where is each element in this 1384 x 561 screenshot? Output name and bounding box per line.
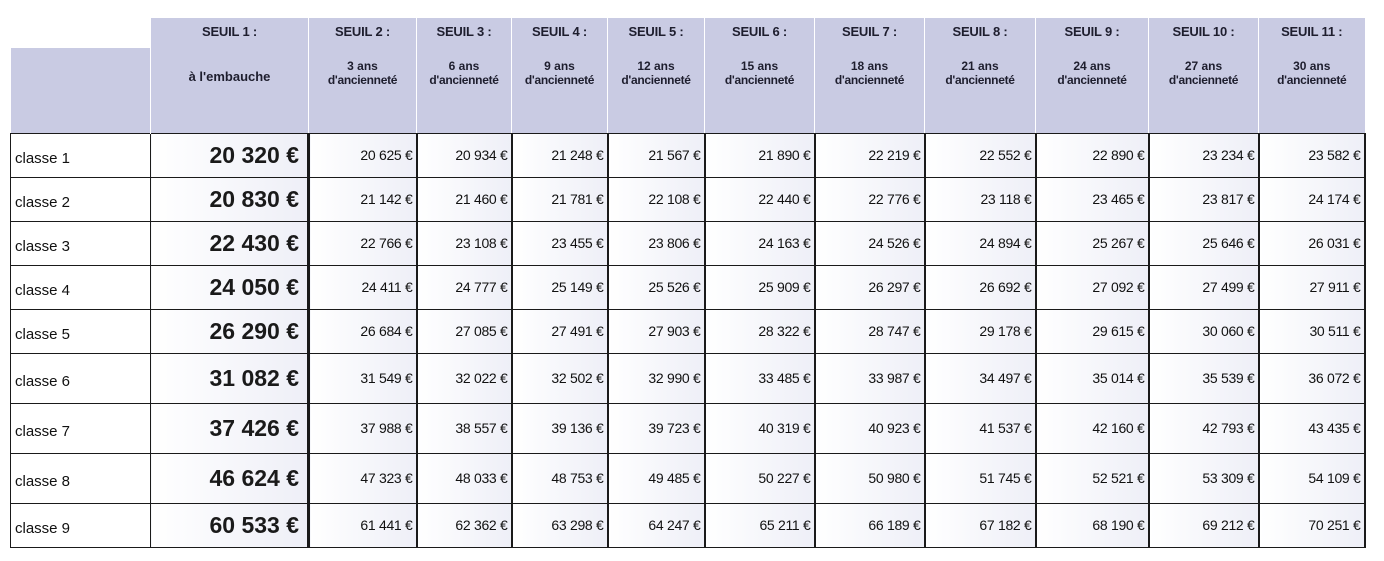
base-salary-cell: 26 290 € [151, 309, 309, 353]
salary-cell: 26 297 € [815, 265, 925, 309]
class-label: classe 9 [11, 503, 151, 547]
base-salary-cell: 20 830 € [151, 177, 309, 221]
class-label: classe 6 [11, 353, 151, 403]
salary-cell: 26 692 € [925, 265, 1036, 309]
salary-cell: 37 988 € [309, 403, 417, 453]
salary-cell: 41 537 € [925, 403, 1036, 453]
salary-cell: 21 248 € [512, 133, 608, 177]
salary-cell: 69 212 € [1149, 503, 1259, 547]
salary-cell: 35 014 € [1036, 353, 1149, 403]
base-salary-cell: 60 533 € [151, 503, 309, 547]
salary-cell: 63 298 € [512, 503, 608, 547]
salary-cell: 25 267 € [1036, 221, 1149, 265]
class-label: classe 8 [11, 453, 151, 503]
salary-cell: 23 108 € [417, 221, 512, 265]
seuil-subtitle: à l'embauche [188, 69, 271, 84]
salary-cell: 27 499 € [1149, 265, 1259, 309]
salary-cell: 25 646 € [1149, 221, 1259, 265]
salary-cell: 27 092 € [1036, 265, 1149, 309]
salary-cell: 62 362 € [417, 503, 512, 547]
salary-grid-table [10, 18, 1366, 548]
class-label: classe 7 [11, 403, 151, 453]
salary-cell: 23 118 € [925, 177, 1036, 221]
salary-cell: 35 539 € [1149, 353, 1259, 403]
salary-cell: 33 987 € [815, 353, 925, 403]
salary-cell: 27 911 € [1259, 265, 1365, 309]
salary-cell: 32 022 € [417, 353, 512, 403]
table-row [11, 221, 1365, 265]
seuil-header [309, 18, 417, 133]
salary-cell: 27 085 € [417, 309, 512, 353]
seuil-years: 18 ans [850, 59, 889, 73]
seuil-header [417, 18, 512, 133]
salary-cell: 43 435 € [1259, 403, 1365, 453]
salary-cell: 39 723 € [608, 403, 705, 453]
salary-cell: 34 497 € [925, 353, 1036, 403]
salary-cell: 40 319 € [705, 403, 815, 453]
seuil-anciennete: d'ancienneté [1057, 73, 1127, 87]
salary-cell: 30 511 € [1259, 309, 1365, 353]
class-label: classe 3 [11, 221, 151, 265]
salary-cell: 22 108 € [608, 177, 705, 221]
salary-cell: 70 251 € [1259, 503, 1365, 547]
salary-cell: 21 567 € [608, 133, 705, 177]
seuil-years: 15 ans [740, 59, 779, 73]
seuil-anciennete: d'ancienneté [621, 73, 691, 87]
salary-cell: 25 526 € [608, 265, 705, 309]
seuil-header [608, 18, 705, 133]
class-label: classe 2 [11, 177, 151, 221]
base-salary-cell: 46 624 € [151, 453, 309, 503]
seuil-title: SEUIL 3 : [436, 24, 492, 39]
salary-cell: 50 980 € [815, 453, 925, 503]
seuil-title: SEUIL 5 : [628, 24, 684, 39]
salary-cell: 65 211 € [705, 503, 815, 547]
salary-cell: 30 060 € [1149, 309, 1259, 353]
salary-cell: 22 219 € [815, 133, 925, 177]
seuil-header [1149, 18, 1259, 133]
salary-cell: 23 582 € [1259, 133, 1365, 177]
salary-cell: 21 142 € [309, 177, 417, 221]
salary-cell: 61 441 € [309, 503, 417, 547]
seuil-years: 3 ans [347, 59, 378, 73]
salary-cell: 23 817 € [1149, 177, 1259, 221]
base-salary-cell: 20 320 € [151, 133, 309, 177]
salary-cell: 39 136 € [512, 403, 608, 453]
salary-cell: 26 031 € [1259, 221, 1365, 265]
class-label: classe 4 [11, 265, 151, 309]
salary-cell: 38 557 € [417, 403, 512, 453]
salary-cell: 49 485 € [608, 453, 705, 503]
salary-cell: 22 776 € [815, 177, 925, 221]
salary-cell: 25 909 € [705, 265, 815, 309]
salary-cell: 26 684 € [309, 309, 417, 353]
seuil-years: 21 ans [961, 59, 999, 73]
salary-cell: 52 521 € [1036, 453, 1149, 503]
seuil-anciennete: d'ancienneté [429, 73, 499, 87]
seuil-title: SEUIL 1 : [201, 24, 258, 39]
seuil-title: SEUIL 2 : [334, 24, 391, 39]
table-row [11, 403, 1365, 453]
seuil-header [815, 18, 925, 133]
salary-cell: 32 502 € [512, 353, 608, 403]
salary-cell: 28 747 € [815, 309, 925, 353]
salary-cell: 64 247 € [608, 503, 705, 547]
salary-cell: 24 174 € [1259, 177, 1365, 221]
seuil-title: SEUIL 10 : [1172, 24, 1235, 39]
salary-cell: 27 903 € [608, 309, 705, 353]
seuil-anciennete: d'ancienneté [834, 73, 905, 87]
salary-cell: 23 234 € [1149, 133, 1259, 177]
salary-cell: 47 323 € [309, 453, 417, 503]
seuil-anciennete: d'ancienneté [1277, 73, 1347, 87]
salary-cell: 24 894 € [925, 221, 1036, 265]
salary-cell: 21 781 € [512, 177, 608, 221]
salary-cell: 22 890 € [1036, 133, 1149, 177]
seuil-title: SEUIL 4 : [531, 24, 588, 39]
salary-cell: 24 163 € [705, 221, 815, 265]
salary-grid-body [11, 133, 1365, 547]
seuil-title: SEUIL 9 : [1064, 24, 1120, 39]
salary-cell: 48 753 € [512, 453, 608, 503]
salary-cell: 68 190 € [1036, 503, 1149, 547]
seuil-years: 9 ans [544, 59, 575, 73]
seuil-header [512, 18, 608, 133]
seuil-header [925, 18, 1036, 133]
seuil-title: SEUIL 8 : [952, 24, 1008, 39]
salary-cell: 42 793 € [1149, 403, 1259, 453]
salary-cell: 22 440 € [705, 177, 815, 221]
salary-cell: 48 033 € [417, 453, 512, 503]
header-corner-cell [11, 18, 151, 133]
table-row [11, 453, 1365, 503]
seuil-years: 27 ans [1184, 59, 1223, 73]
salary-cell: 21 460 € [417, 177, 512, 221]
seuil-anciennete: d'ancienneté [945, 73, 1015, 87]
header-row [11, 18, 1365, 133]
salary-cell: 20 934 € [417, 133, 512, 177]
salary-cell: 25 149 € [512, 265, 608, 309]
salary-cell: 33 485 € [705, 353, 815, 403]
salary-cell: 23 465 € [1036, 177, 1149, 221]
table-row [11, 133, 1365, 177]
salary-cell: 66 189 € [815, 503, 925, 547]
salary-cell: 21 890 € [705, 133, 815, 177]
salary-cell: 22 766 € [309, 221, 417, 265]
seuil-anciennete: d'ancienneté [724, 73, 795, 87]
seuil-anciennete: d'ancienneté [524, 73, 595, 87]
seuil-years: 24 ans [1073, 59, 1111, 73]
salary-cell: 29 615 € [1036, 309, 1149, 353]
seuil-header [151, 18, 309, 133]
salary-cell: 28 322 € [705, 309, 815, 353]
class-label: classe 5 [11, 309, 151, 353]
salary-cell: 51 745 € [925, 453, 1036, 503]
salary-cell: 24 777 € [417, 265, 512, 309]
table-row [11, 309, 1365, 353]
seuil-title: SEUIL 11 : [1281, 24, 1343, 39]
seuil-header [1036, 18, 1149, 133]
salary-cell: 22 552 € [925, 133, 1036, 177]
salary-cell: 42 160 € [1036, 403, 1149, 453]
salary-cell: 27 491 € [512, 309, 608, 353]
seuil-years: 12 ans [637, 59, 675, 73]
seuil-title: SEUIL 7 : [841, 24, 898, 39]
salary-cell: 53 309 € [1149, 453, 1259, 503]
seuil-header [705, 18, 815, 133]
base-salary-cell: 24 050 € [151, 265, 309, 309]
seuil-title: SEUIL 6 : [731, 24, 788, 39]
salary-cell: 23 455 € [512, 221, 608, 265]
salary-cell: 24 411 € [309, 265, 417, 309]
seuil-header [1259, 18, 1365, 133]
base-salary-cell: 37 426 € [151, 403, 309, 453]
base-salary-cell: 31 082 € [151, 353, 309, 403]
salary-cell: 31 549 € [309, 353, 417, 403]
salary-cell: 20 625 € [309, 133, 417, 177]
salary-cell: 32 990 € [608, 353, 705, 403]
seuil-years: 30 ans [1293, 59, 1331, 73]
salary-cell: 50 227 € [705, 453, 815, 503]
salary-cell: 23 806 € [608, 221, 705, 265]
table-row [11, 265, 1365, 309]
salary-cell: 29 178 € [925, 309, 1036, 353]
salary-cell: 54 109 € [1259, 453, 1365, 503]
seuil-anciennete: d'ancienneté [1168, 73, 1239, 87]
table-row [11, 353, 1365, 403]
salary-cell: 24 526 € [815, 221, 925, 265]
salary-cell: 36 072 € [1259, 353, 1365, 403]
base-salary-cell: 22 430 € [151, 221, 309, 265]
seuil-anciennete: d'ancienneté [327, 73, 398, 87]
table-row [11, 177, 1365, 221]
table-row [11, 503, 1365, 547]
salary-cell: 40 923 € [815, 403, 925, 453]
class-label: classe 1 [11, 133, 151, 177]
seuil-years: 6 ans [448, 59, 480, 73]
salary-cell: 67 182 € [925, 503, 1036, 547]
